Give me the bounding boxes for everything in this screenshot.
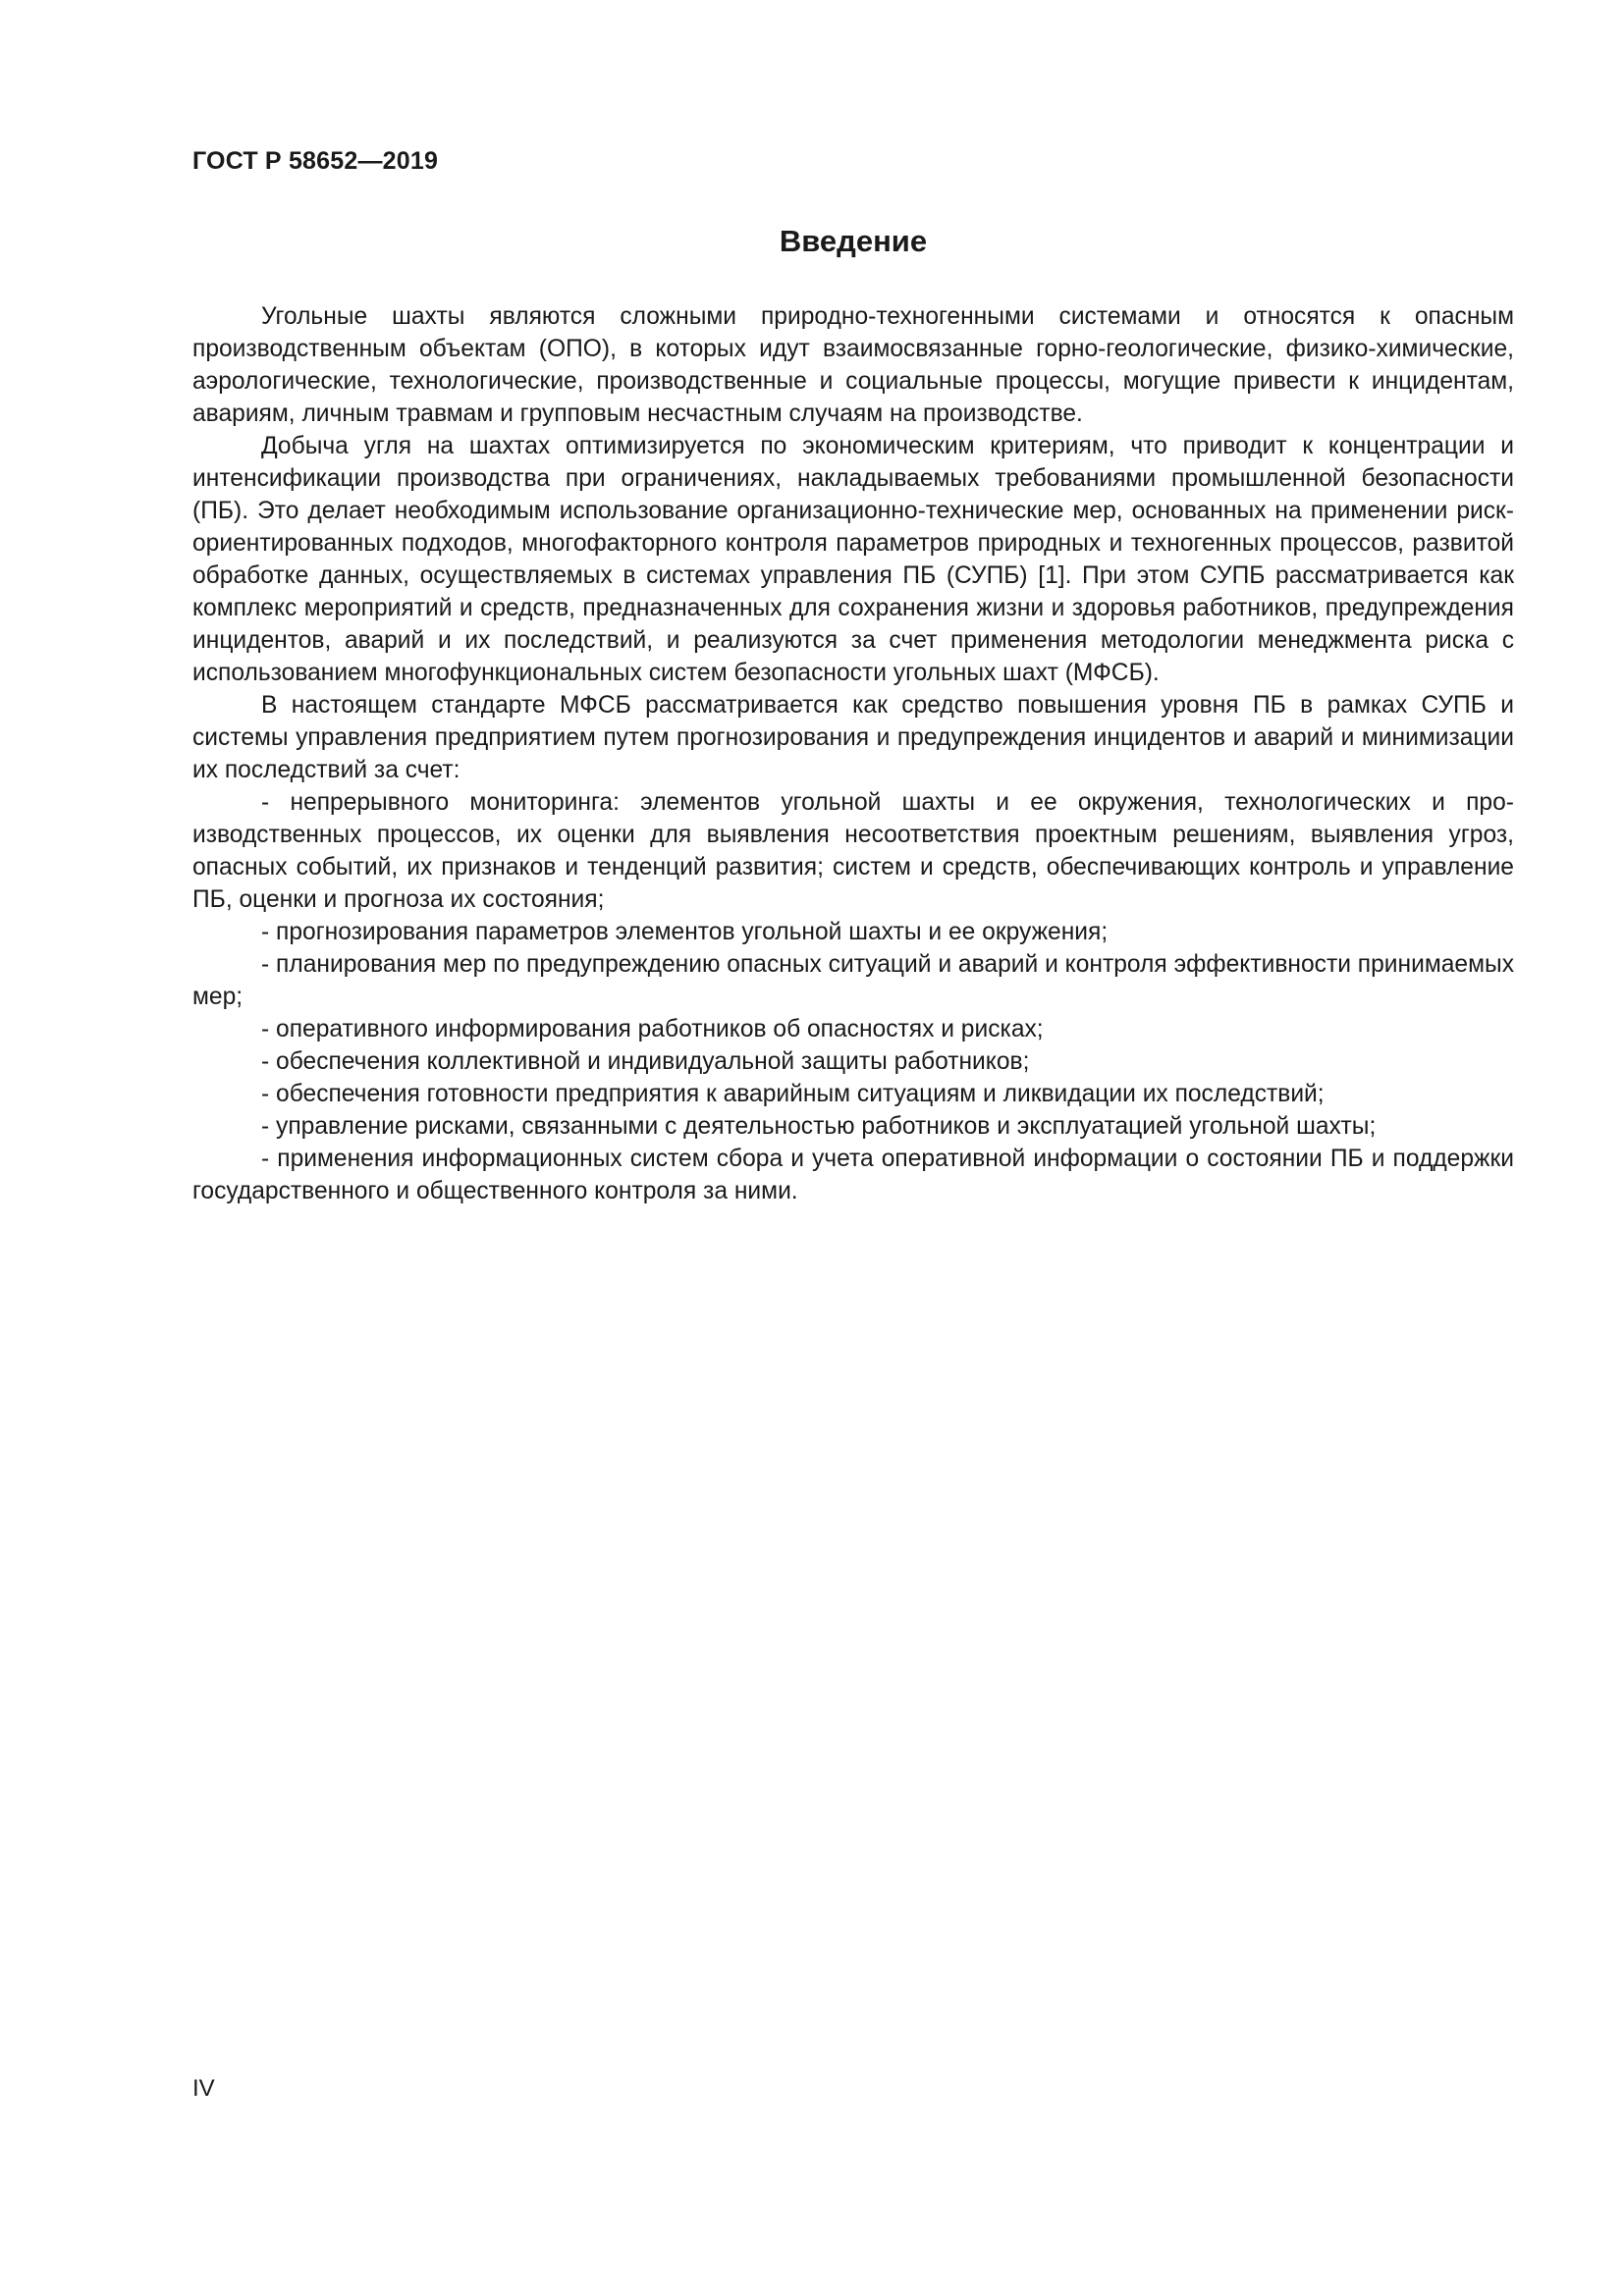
document-header: ГОСТ Р 58652—2019 — [192, 147, 439, 175]
body-text — [192, 300, 1514, 1207]
section-title: Введение — [779, 224, 928, 258]
list-item: - прогнозирования параметров элементов угольной шахты и ее окружения; — [261, 919, 1109, 945]
page-number: IV — [192, 2075, 215, 2102]
list-item: - управление рисками, связанными с деятельностью работников и эксплуатацией угольной шахты; — [261, 1113, 1377, 1140]
paragraph: В настоящем стандарте МФСБ рассматривается как средство повышения уровня ПБ в рамках СУПБ и системы управления предприятием путем прогнозирования и предупреждения инцидентов и аварий и минимизации их последствий за счет: — [192, 692, 1514, 783]
list-item: - обеспечения готовности предприятия к аварийным ситуациям и ликвидации их последствий; — [261, 1081, 1325, 1107]
paragraph: Добыча угля на шахтах оптимизируется по экономическим критериям, что приводит к концентрации и интенсификации производства при ограничениях, накладываемых требованиями промышленной безопасности (ПБ). Это делает необходимым использование организационно-технические мер, основанных на применении риск-ориентированных подходов, многофакторного контроля параметров природных и техногенных процессов, развитой обработке данных, осуществляемых в системах управления ПБ (СУПБ) [1]. При этом СУПБ рассматривается как комплекс мероприятий и средств, предназначенных для сохранения жизни и здоровья работников, предупреждения инцидентов, аварий и их последствий, и реализуются за счет применения методологии менеджмента риска с использованием многофункциональных систем безопасности угольных шахт (МФСБ). — [192, 433, 1514, 686]
list-item: - применения информационных систем сбора и учета оперативной информации о состоянии ПБ и поддержки государственного и общественного контроля за ними. — [192, 1146, 1514, 1204]
list-item: - планирования мер по предупреждению опасных ситуаций и аварий и контроля эффективности принимаемых мер; — [192, 951, 1514, 1010]
list-item: - оперативного информирования работников об опасностях и рисках; — [261, 1016, 1044, 1042]
list-item: - непрерывного мониторинга: элементов угольной шахты и ее окружения, технологических и производственных процессов, их оценки для выявления несоответствия проектным решениям, выявления угроз, опасных событий, их признаков и тенденций развития; систем и средств, обеспечивающих контроль и управление ПБ, оценки и прогноза их состояния; — [192, 789, 1514, 913]
paragraph: Угольные шахты являются сложными природно-техногенными системами и относятся к опасным производственным объектам (ОПО), в которых идут взаимосвязанные горно-геологические, физико-химические, аэрологические, технологические, производственные и социальные процессы, могущие привести к инцидентам, авариям, личным травмам и групповым несчастным случаям на производстве. — [192, 303, 1514, 427]
list-item: - обеспечения коллективной и индивидуальной защиты работников; — [261, 1048, 1030, 1075]
